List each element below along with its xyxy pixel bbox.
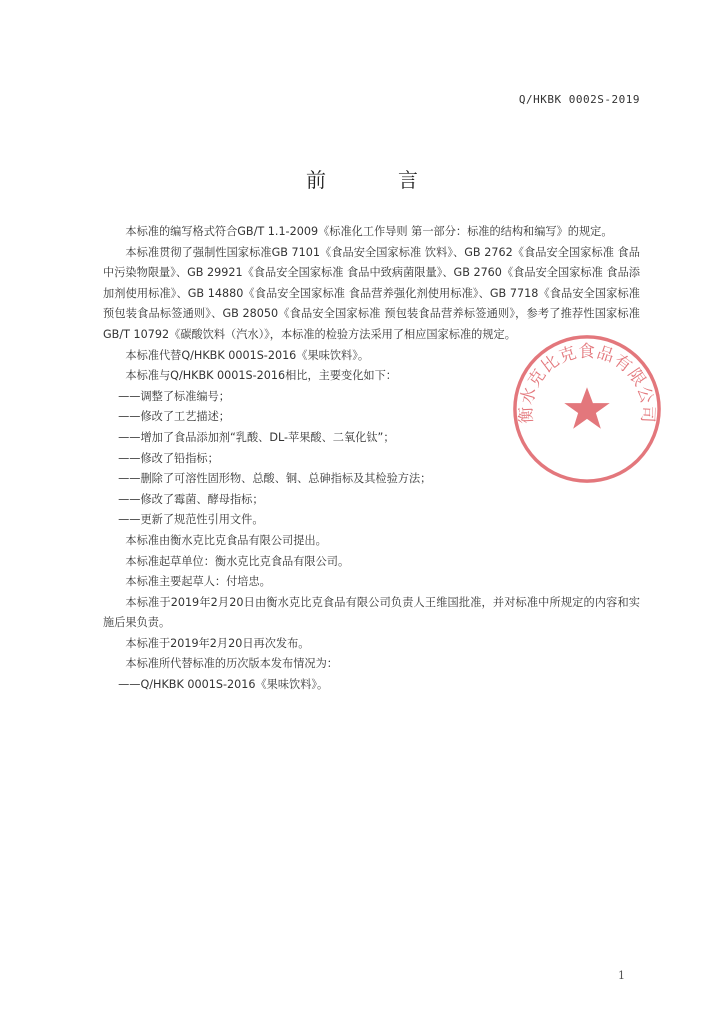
paragraph: 本标准于2019年2月20日再次发布。	[125, 636, 310, 650]
star-icon	[564, 387, 609, 428]
change-item: ——增加了食品添加剂“乳酸、DL-苹果酸、二氧化钛”；	[118, 430, 395, 444]
page-title: 前言	[306, 168, 490, 192]
change-item: ——修改了霉菌、酵母指标；	[118, 492, 264, 506]
paragraph: 本标准贯彻了强制性国家标准GB 7101《食品安全国家标准 饮料》、GB 2762《食品安全国家标准 食品中污染物限量》、GB 29921《食品安全国家标准 食品中致病菌限量》、GB 2760《食品安全国家标准 食品添加剂使用标准》、GB 14880《食品安全国家标准 食品营养强化剂使用标准》、GB 7718《食品安全国家标准 预包装食品标签通则》、GB 28050《食品安全国家标准 预包装食品营养标签通则》，参考了推荐性国家标准GB/T 10792《碳酸饮料（汽水）》，本标准的检验方法采用了相应国家标准的规定。	[103, 245, 640, 341]
company-seal	[508, 330, 666, 488]
change-item: ——删除了可溶性固形物、总酸、铜、总砷指标及其检验方法；	[118, 472, 432, 486]
paragraph: 本标准主要起草人：付培忠。	[125, 575, 271, 589]
page-number: 1	[618, 969, 625, 982]
paragraph: 本标准由衡水克比克食品有限公司提出。	[125, 533, 327, 547]
paragraph: 本标准的编写格式符合GB/T 1.1-2009《标准化工作导则 第一部分：标准的结构和编写》的规定。	[125, 225, 613, 238]
paragraph: 本标准起草单位：衡水克比克食品有限公司。	[125, 554, 350, 568]
seal-text: 衡水克比克食品有限公司	[515, 340, 659, 425]
paragraph: 本标准于2019年2月20日由衡水克比克食品有限公司负责人王维国批准，并对标准中所规定的内容和实施后果负责。	[103, 595, 640, 630]
paragraph: 本标准所代替标准的历次版本发布情况为：	[125, 657, 338, 671]
paragraph: 本标准代替Q/HKBK 0001S-2016《果味饮料》。	[125, 348, 370, 362]
document-code: Q/HKBK 0002S-2019	[518, 93, 640, 106]
history-item: ——Q/HKBK 0001S-2016《果味饮料》。	[118, 678, 329, 692]
change-item: ——更新了规范性引用文件。	[118, 513, 264, 527]
change-item: ——修改了铅指标；	[118, 451, 219, 465]
paragraph: 本标准与Q/HKBK 0001S-2016相比，主要变化如下：	[125, 369, 397, 383]
change-item: ——修改了工艺描述；	[118, 410, 230, 424]
change-item: ——调整了标准编号；	[118, 389, 230, 403]
